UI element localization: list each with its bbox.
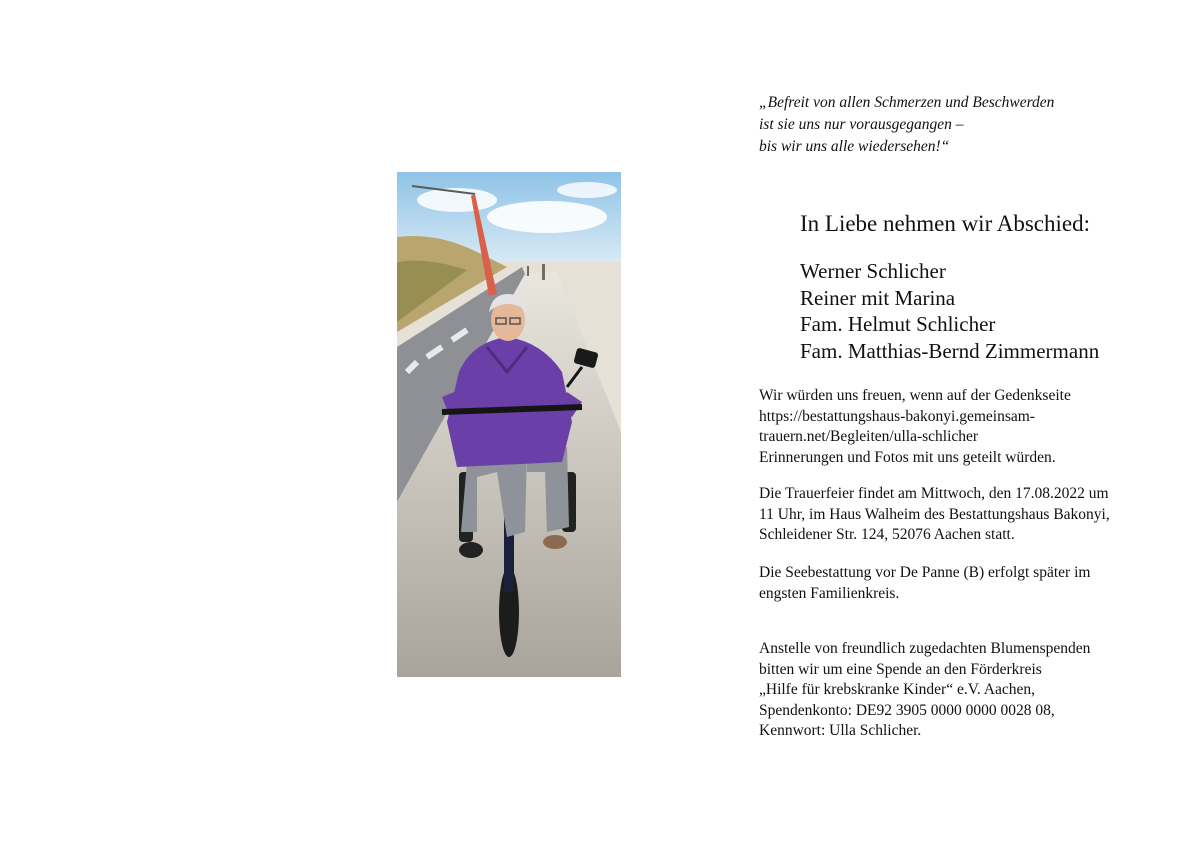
funeral-paragraph xyxy=(759,484,1110,546)
paragraph-line: Die Seebestattung vor De Panne (B) erfolgt später im xyxy=(759,564,1091,581)
paragraph-line: Schleidener Str. 124, 52076 Aachen statt. xyxy=(759,526,1015,543)
mourner-name: Werner Schlicher xyxy=(800,259,946,283)
sea-burial-paragraph xyxy=(759,563,1090,604)
farewell-heading: In Liebe nehmen wir Abschied: xyxy=(800,211,1090,236)
memorial-quote xyxy=(759,92,1054,158)
paragraph-line: Erinnerungen und Fotos mit uns geteilt würden. xyxy=(759,448,1056,466)
photo-illustration xyxy=(397,172,621,677)
paragraph-line: Anstelle von freundlich zugedachten Blumenspenden xyxy=(759,640,1091,657)
mourners-list xyxy=(800,258,1099,364)
mourner-name: Fam. Matthias-Bernd Zimmermann xyxy=(800,338,1100,363)
paragraph-line: Kennwort: Ulla Schlicher. xyxy=(759,722,922,739)
quote-line: bis wir uns alle wiedersehen!“ xyxy=(759,138,950,155)
memorial-url-line: https://bestattungshaus-bakonyi.gemeinsam- xyxy=(759,407,1035,425)
paragraph-line: Die Trauerfeier findet am Mittwoch, den 17.08.2022 um xyxy=(759,485,1109,502)
paragraph-line: Wir würden uns freuen, wenn auf der Gedenkseite xyxy=(759,387,1071,404)
quote-line: „Befreit von allen Schmerzen und Beschwerden xyxy=(759,94,1055,111)
paragraph-line: engsten Familienkreis. xyxy=(759,584,900,602)
donation-paragraph xyxy=(759,639,1090,742)
memorial-page-paragraph xyxy=(759,386,1071,468)
paragraph-line: bitten wir um eine Spende an den Förderkreis xyxy=(759,660,1042,678)
bank-account-line: Spendenkonto: DE92 3905 0000 0000 0028 08, xyxy=(759,701,1055,719)
memorial-photo xyxy=(397,172,621,677)
paragraph-line: 11 Uhr, im Haus Walheim des Bestattungshaus Bakonyi, xyxy=(759,505,1110,523)
quote-line: ist sie uns nur vorausgegangen – xyxy=(759,116,964,133)
mourner-name: Fam. Helmut Schlicher xyxy=(800,312,996,336)
mourner-name: Reiner mit Marina xyxy=(800,285,956,310)
paragraph-line: „Hilfe für krebskranke Kinder“ e.V. Aachen, xyxy=(759,681,1036,698)
memorial-url-line: trauern.net/Begleiten/ulla-schlicher xyxy=(759,428,979,445)
